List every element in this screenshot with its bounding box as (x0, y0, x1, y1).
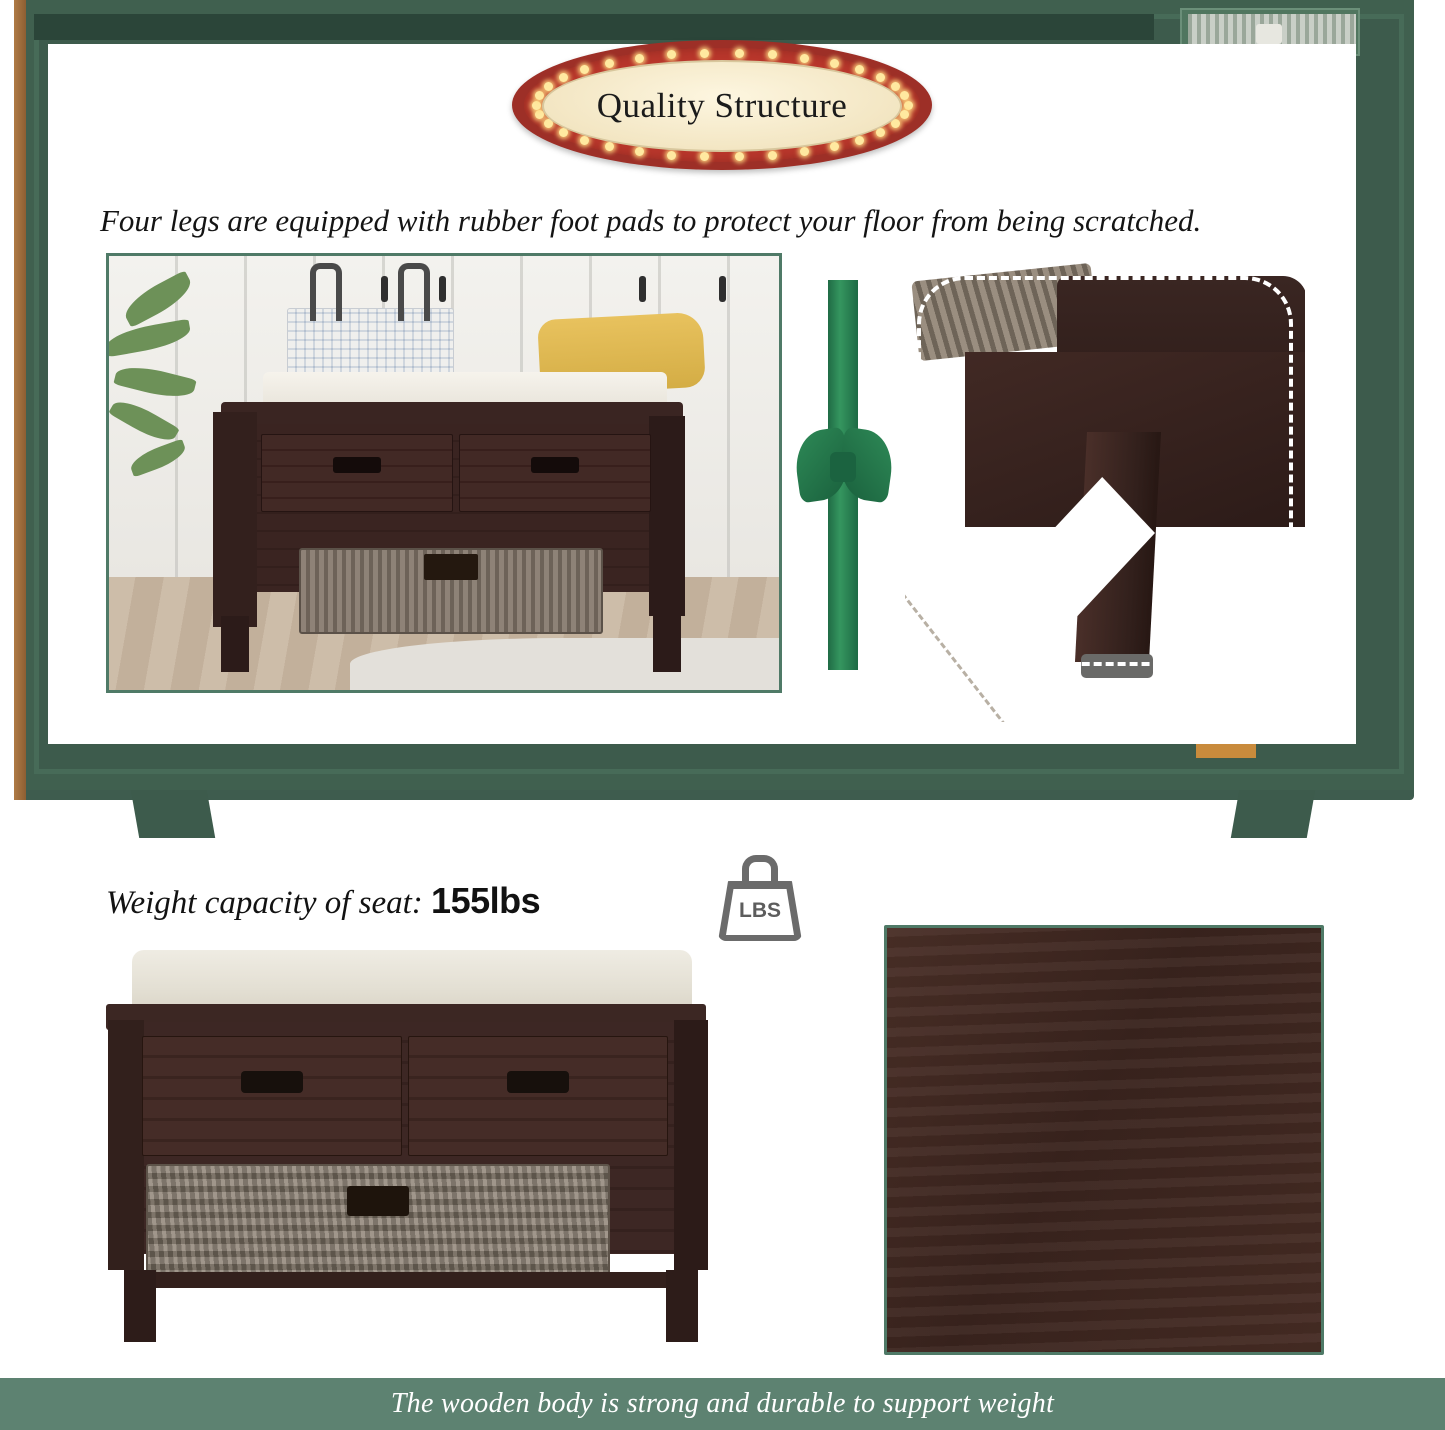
badge-light-dot (532, 101, 541, 110)
badge-title: Quality Structure (596, 86, 848, 125)
tv-orange-accent (1196, 744, 1256, 758)
bag-handle-right (398, 263, 430, 321)
drawer-handle-left (333, 457, 381, 473)
bench-drawer-right (459, 434, 651, 512)
wall-hook-2 (439, 276, 446, 302)
wall-hook-1 (381, 276, 388, 302)
badge-light-dot (904, 101, 913, 110)
woven-basket (299, 548, 603, 634)
wall-hook-4 (719, 276, 726, 302)
ribbon-knot (830, 452, 856, 482)
product-woven-basket (146, 1164, 610, 1280)
lbs-icon-label: LBS (739, 899, 781, 922)
product-bench-image (96, 950, 716, 1350)
bench-leg-left (221, 616, 249, 672)
bench-side-right (649, 416, 685, 616)
ribbon-arrow-decor (800, 280, 890, 670)
product-drawer-right (408, 1036, 668, 1156)
badge-light-dot (700, 49, 709, 58)
tv-leg-left (131, 790, 215, 838)
headline-text: Four legs are equipped with rubber foot pads to protect your floor from being scratched. (100, 203, 1202, 238)
basket-pull-tag (424, 554, 478, 580)
bench-in-room (201, 372, 693, 672)
tv-wood-edge (14, 0, 26, 800)
bench-leg-right (653, 616, 681, 672)
product-leg-left (124, 1270, 156, 1342)
bench-side-left (213, 412, 257, 627)
badge-light-dot (667, 50, 676, 59)
room-scene-image (106, 253, 782, 693)
product-drawer-handle-right (507, 1071, 569, 1093)
badge-light-dot (735, 49, 744, 58)
product-basket-pull-tag (347, 1186, 409, 1216)
wood-finish-swatch (884, 925, 1324, 1355)
wall-hook-3 (639, 276, 646, 302)
weight-capacity-line (106, 880, 540, 922)
badge-light-dot (768, 50, 777, 59)
bag-handle-left (310, 263, 342, 321)
weight-lbs-icon (712, 855, 808, 941)
weight-capacity-label: Weight capacity of seat: (106, 885, 423, 921)
tv-top-strip (34, 14, 1154, 40)
weight-capacity-value: 155lbs (431, 880, 541, 921)
product-drawer-left (142, 1036, 402, 1156)
product-drawer-handle-left (241, 1071, 303, 1093)
leg-closeup-image (905, 262, 1305, 722)
product-leg-right (666, 1270, 698, 1342)
footer-bar (0, 1378, 1445, 1430)
product-side-right (674, 1020, 708, 1270)
footer-text: The wooden body is strong and durable to support weight (390, 1388, 1055, 1419)
bench-drawer-left (261, 434, 453, 512)
quality-structure-badge (512, 40, 932, 170)
badge-light-dot (735, 152, 744, 161)
speaker-knob (1256, 24, 1282, 44)
badge-light-dot (700, 152, 709, 161)
product-side-left (108, 1020, 144, 1270)
tv-leg-right (1231, 790, 1315, 838)
drawer-handle-right (531, 457, 579, 473)
product-bottom-rail (142, 1272, 682, 1288)
